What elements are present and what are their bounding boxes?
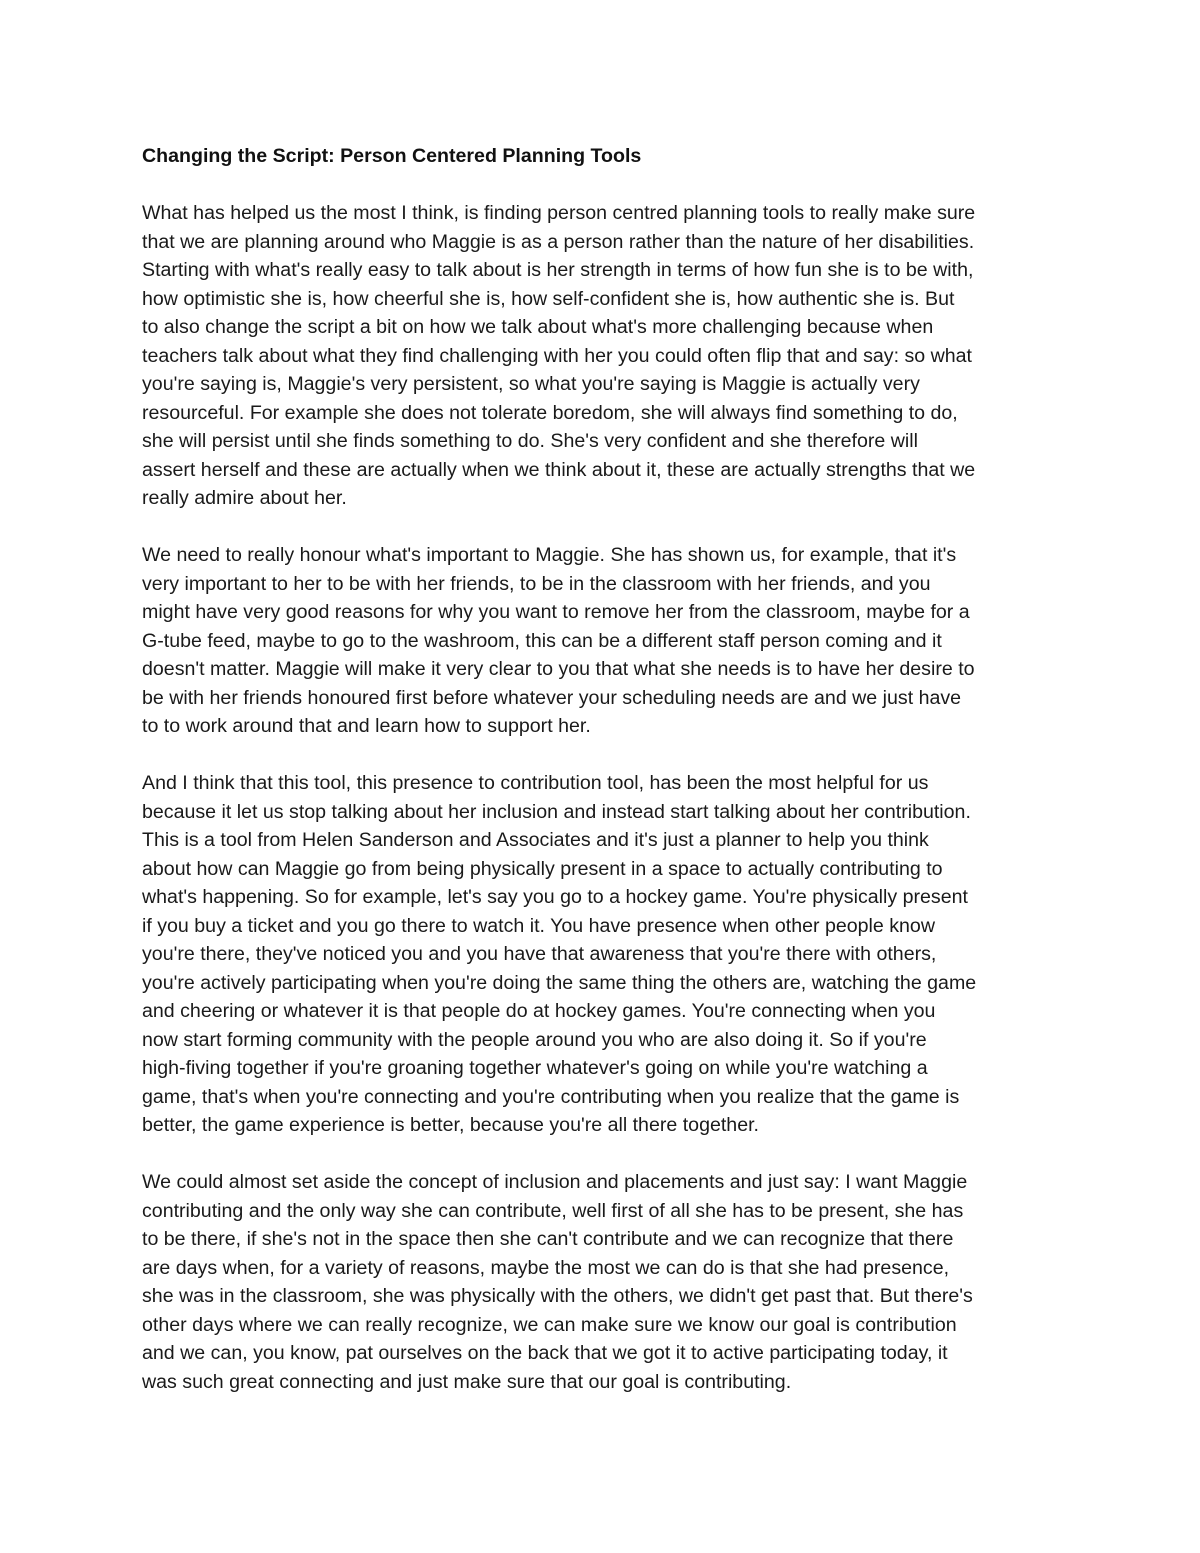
paragraph-line: very important to her to be with her friends, to be in the classroom with her friends, and you [142, 572, 931, 595]
paragraph-line: better, the game experience is better, because you're all there together. [142, 1114, 759, 1136]
paragraph-line: Starting with what's really easy to talk about is her strength in terms of how fun she is to be with, [142, 259, 974, 281]
paragraph-line: be with her friends honoured first before whatever your scheduling needs are and we just have [142, 686, 962, 709]
paragraph-line: assert herself and these are actually when we think about it, these are actually strengths that we [142, 458, 976, 481]
paragraph-line: We could almost set aside the concept of inclusion and placements and just say: I want Maggie [142, 1171, 968, 1193]
document-title: Changing the Script: Person Centered Planning Tools [142, 145, 642, 167]
paragraph-line: really admire about her. [142, 487, 347, 509]
paragraph-line: she was in the classroom, she was physically with the others, we didn't get past that. But there's [142, 1285, 973, 1307]
paragraph-line: because it let us stop talking about her inclusion and instead start talking about her contribution. [142, 800, 971, 823]
paragraph-line: resourceful. For example she does not tolerate boredom, she will always find something to do, [142, 401, 958, 424]
paragraph-line: to be there, if she's not in the space then she can't contribute and we can recognize that there [142, 1228, 954, 1250]
paragraph-line: and we can, you know, pat ourselves on the back that we got it to active participating today, it [142, 1342, 948, 1364]
paragraph-line: game, that's when you're connecting and you're contributing when you realize that the game is [142, 1085, 960, 1108]
paragraph-line: now start forming community with the people around you who are also doing it. So if you're [142, 1028, 927, 1051]
paragraph-line: you're saying is, Maggie's very persistent, so what you're saying is Maggie is actually very [142, 373, 920, 395]
document-body [142, 142, 1062, 1425]
paragraph-line: that we are planning around who Maggie is as a person rather than the nature of her disabilities. [142, 230, 975, 253]
paragraph-line: other days where we can really recognize, we can make sure we know our goal is contribution [142, 1313, 957, 1336]
paragraph-line: if you buy a ticket and you go there to watch it. You have presence when other people know [142, 914, 935, 937]
paragraph-line: This is a tool from Helen Sanderson and Associates and it's just a planner to help you think [142, 829, 929, 851]
paragraph-line: What has helped us the most I think, is finding person centred planning tools to really make sure [142, 202, 976, 224]
paragraph-line: are days when, for a variety of reasons, maybe the most we can do is that she had presence, [142, 1256, 950, 1279]
paragraph-line: she will persist until she finds something to do. She's very confident and she therefore will [142, 430, 918, 452]
paragraph-line: And I think that this tool, this presence to contribution tool, has been the most helpful for us [142, 772, 929, 794]
paragraph-line: might have very good reasons for why you want to remove her from the classroom, maybe for a [142, 601, 970, 623]
paragraph-line: how optimistic she is, how cheerful she is, how self-confident she is, how authentic she is. But [142, 287, 955, 310]
paragraph-line: G-tube feed, maybe to go to the washroom, this can be a different staff person coming and it [142, 629, 942, 652]
paragraph-list [142, 199, 1062, 1396]
paragraph-line: was such great connecting and just make sure that our goal is contributing. [142, 1370, 792, 1393]
body-paragraph [142, 541, 1062, 741]
paragraph-line: to also change the script a bit on how we talk about what's more challenging because when [142, 316, 934, 338]
paragraph-line: contributing and the only way she can contribute, well first of all she has to be present, she has [142, 1199, 964, 1222]
paragraph-line: to to work around that and learn how to support her. [142, 715, 591, 737]
paragraph-line: and cheering or whatever it is that people do at hockey games. You're connecting when you [142, 1000, 936, 1022]
paragraph-line: you're there, they've noticed you and you have that awareness that you're there with others, [142, 943, 937, 965]
body-paragraph [142, 769, 1062, 1140]
paragraph-line: doesn't matter. Maggie will make it very clear to you that what she needs is to have her desire to [142, 658, 975, 680]
paragraph-line: what's happening. So for example, let's say you go to a hockey game. You're physically present [142, 886, 968, 908]
paragraph-line: teachers talk about what they find challenging with her you could often flip that and say: so what [142, 344, 972, 367]
paragraph-line: high-fiving together if you're groaning together whatever's going on while you're watching a [142, 1057, 928, 1079]
paragraph-line: We need to really honour what's important to Maggie. She has shown us, for example, that it's [142, 544, 957, 566]
body-paragraph [142, 199, 1062, 513]
paragraph-line: about how can Maggie go from being physically present in a space to actually contributing to [142, 857, 943, 880]
body-paragraph [142, 1168, 1062, 1396]
paragraph-line: you're actively participating when you're doing the same thing the others are, watching the game [142, 971, 977, 994]
